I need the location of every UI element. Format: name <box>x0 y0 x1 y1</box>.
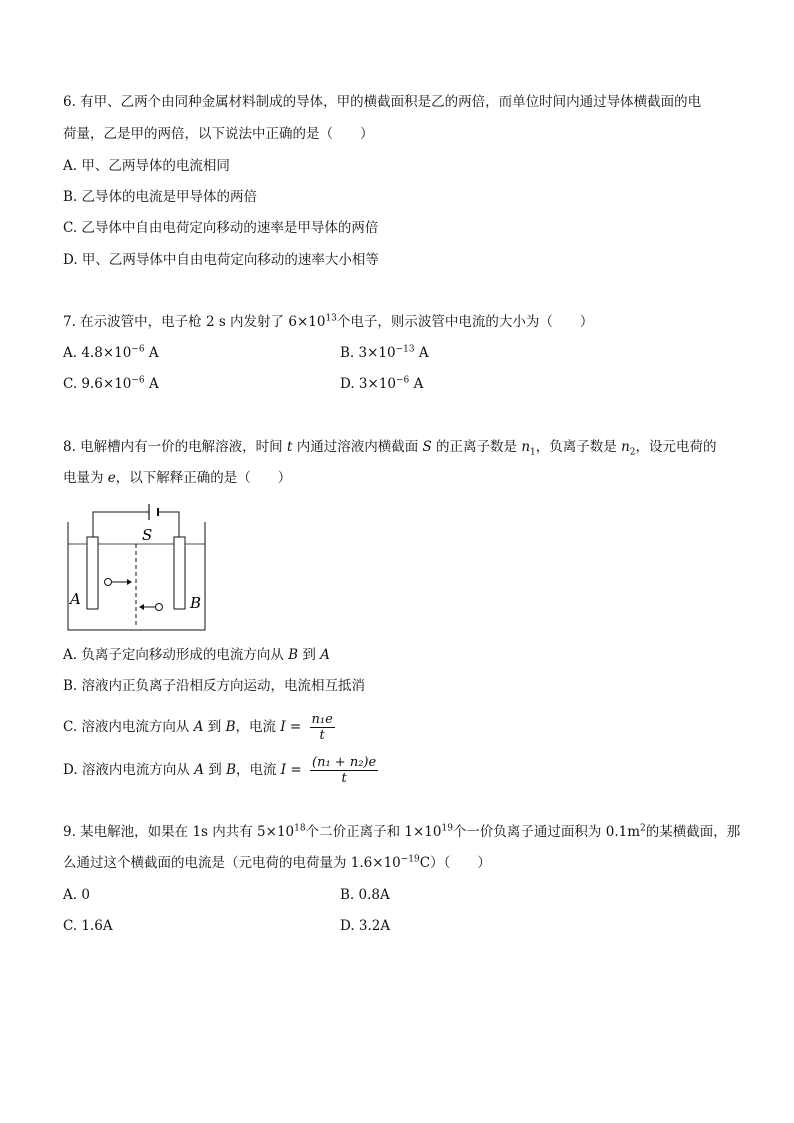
q9-option-d: D. 3.2A <box>340 918 391 934</box>
q9-stem-line1: 9. 某电解池，如果在 1s 内共有 $5\times 10^{18}$个二价正离子和 $1\times 10^{19}$个一价负离子通过面积为 $0.1m^2$的某横截面，那 <box>63 823 741 840</box>
positive-ion <box>105 579 112 586</box>
electrolytic-cell-diagram <box>66 500 208 634</box>
q7-option-b: B. $3\times 10^{-13}$ A <box>340 344 429 361</box>
label-a: A <box>70 590 81 608</box>
q8-stem-line1: 8. 电解槽内有一价的电解溶液，时间 t 内通过溶液内横截面 S 的正离子数是 $n_1$，负离子数是 $n_2$，设元电荷的 <box>63 439 717 458</box>
q6-stem-line2: 荷量，乙是甲的两倍，以下说法中正确的是（ ） <box>63 126 374 142</box>
q6-option-d: D. 甲、乙两导体中自由电荷定向移动的速率大小相等 <box>63 252 379 268</box>
electrode-b <box>174 537 185 609</box>
wire-right <box>158 512 179 537</box>
positive-ion-arrowhead <box>127 579 132 585</box>
q9-option-b: B. 0.8A <box>340 887 390 903</box>
electrode-a <box>87 537 98 609</box>
q8-stem-line2: 电量为 e，以下解释正确的是（ ） <box>63 470 292 486</box>
negative-ion-arrowhead <box>139 604 144 610</box>
label-s: S <box>142 526 153 544</box>
q7-option-c: C. $9.6\times 10^{-6}$ A <box>63 375 159 392</box>
q6-option-c: C. 乙导体中自由电荷定向移动的速率是甲导体的两倍 <box>63 220 379 236</box>
q8-option-c-fraction: $\frac{\text{n₁e}}{t}$ <box>311 712 333 743</box>
q8-option-c: C. 溶液内电流方向从 A 到 B，电流 I = $\frac{\text{n₁e}}{t}$ <box>63 712 333 743</box>
q6-stem-line1: 6. 有甲、乙两个由同种金属材料制成的导体，甲的横截面积是乙的两倍，而单位时间内通过导体横截面的电 <box>63 94 702 110</box>
q9-option-a: A. 0 <box>63 887 90 903</box>
q8-option-d-fraction: $\frac{\text{(n₁ + n₂)e}}{t}$ <box>312 755 377 786</box>
q7-option-d: D. $3\times 10^{-6}$ A <box>340 375 424 392</box>
q9-option-c: C. 1.6A <box>63 918 113 934</box>
q8-option-a: A. 负离子定向移动形成的电流方向从 B 到 A <box>63 647 330 663</box>
negative-ion <box>156 604 163 611</box>
wire-left <box>93 512 149 537</box>
q6-option-b: B. 乙导体的电流是甲导体的两倍 <box>63 189 258 205</box>
q7-stem: 7. 在示波管中，电子枪 2 s 内发射了 $6\times 10^{13}$个电子，则示波管中电流的大小为（ ） <box>63 313 594 330</box>
q8-option-b: B. 溶液内正负离子沿相反方向运动，电流相互抵消 <box>63 678 366 694</box>
q9-stem-line2: 么通过这个横截面的电流是（元电荷的电荷量为 $1.6\times 10^{-19}C$）（ ） <box>63 854 491 871</box>
label-b: B <box>190 594 202 612</box>
q6-option-a: A. 甲、乙两导体的电流相同 <box>63 158 230 174</box>
q8-option-d: D. 溶液内电流方向从 A 到 B，电流 I = $\frac{\text{(n₁ + n₂)e}}{t}$ <box>63 755 377 786</box>
q7-option-a: A. $4.8\times 10^{-6}$ A <box>63 344 159 361</box>
